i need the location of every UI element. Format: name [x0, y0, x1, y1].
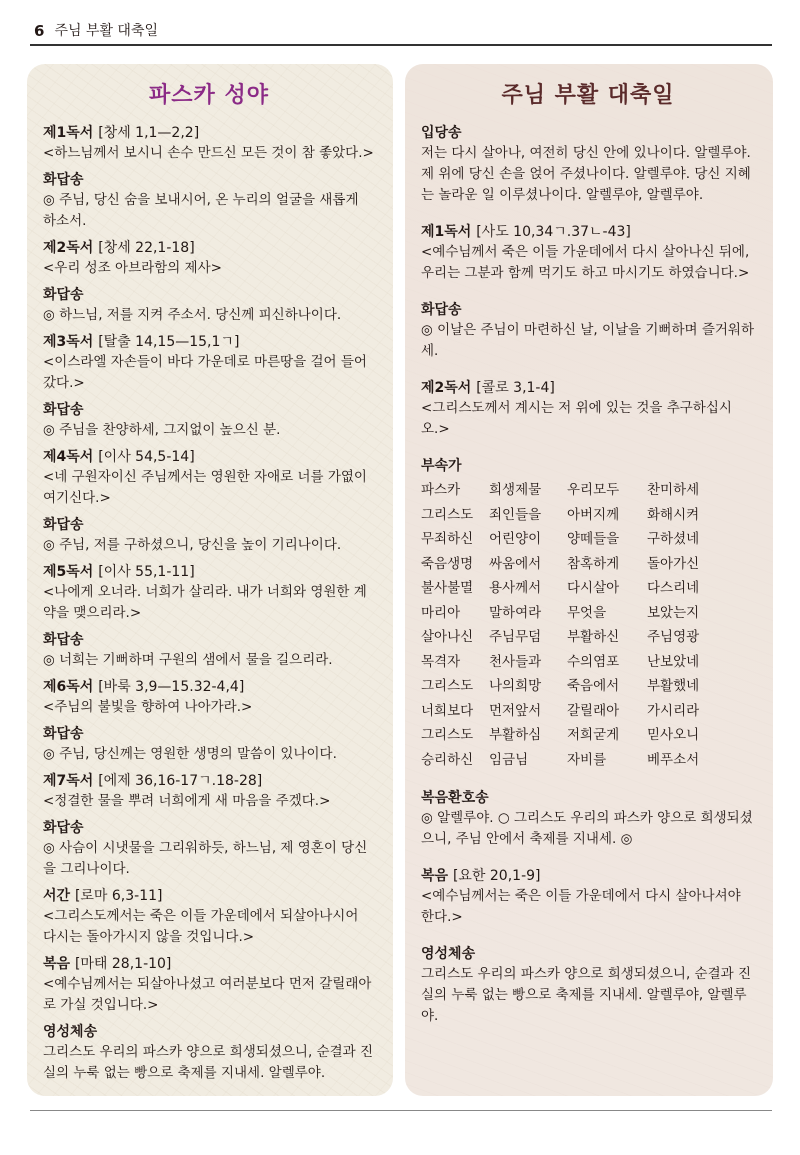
- sequence-word: 자비를: [567, 751, 607, 768]
- sequence-word: 그리스도: [421, 506, 474, 523]
- vigil-section: [43, 447, 375, 509]
- sequence-word: 베푸소서: [647, 751, 700, 768]
- easter-sunday-title: 주님 부활 대축일: [501, 83, 675, 108]
- vigil-section-heading: 화답송: [43, 632, 84, 648]
- vigil-section-text: ◎ 하느님, 저를 지켜 주소서. 당신께 피신하나이다.: [43, 307, 342, 323]
- vigil-section-text: ◎ 주님, 저를 구하셨으니, 당신을 높이 기리나이다.: [43, 537, 342, 553]
- vigil-section: [43, 724, 375, 765]
- sequence-word: 다스리네: [647, 580, 700, 596]
- sequence-word: 살아나신: [421, 629, 474, 645]
- sequence-word: 무엇을: [567, 604, 607, 621]
- sequence-word: 나의희망: [489, 678, 542, 694]
- sequence-word: 불사불멸: [421, 580, 474, 596]
- vigil-section-heading: 화답송: [43, 820, 84, 836]
- sequence-word: 마리아: [421, 604, 461, 621]
- vigil-section: [43, 238, 375, 279]
- footer-divider: [30, 1110, 772, 1111]
- acclamation-heading: 복음환호송: [421, 790, 489, 806]
- sequence-word: 승리하신: [421, 751, 474, 768]
- sequence-word: 구하셨네: [647, 531, 700, 547]
- vigil-section-text: 그리스도 우리의 파스카 양으로 희생되셨으니, 순결과 진실의 누룩 없는 빵으로 축제를 지내세. 알렐루야.: [43, 1044, 373, 1081]
- entrance-antiphon-text: 저는 다시 살아나, 여전히 당신 안에 있나이다. 알렐루야. 제 위에 당신 손을 얹어 주셨나이다. 알렐루야. 당신 지혜는 놀라운 일 이루셨나이다. 알렐루야, 알렐루야.: [421, 145, 751, 203]
- sequence-word: 보았는지: [647, 604, 700, 621]
- first-reading-summary: <예수님께서 죽은 이들 가운데에서 다시 살아나신 뒤에, 우리는 그분과 함께 먹기도 하고 마시기도 하였습니다.>: [421, 244, 750, 281]
- psalm-response: ◎ 이날은 주님이 마련하신 날, 이날을 기뻐하며 즐거워하세.: [421, 322, 755, 359]
- page-number: 6: [34, 22, 45, 40]
- vigil-section-text: <하느님께서 보시니 손수 만드신 모든 것이 참 좋았다.>: [43, 145, 374, 161]
- vigil-section-heading: 복음 [마태 28,1-10]: [43, 956, 172, 972]
- gospel-acclamation: [421, 788, 755, 850]
- sequence-word: 너희보다: [421, 702, 474, 719]
- sequence-word: 난보았네: [647, 653, 700, 670]
- first-reading: [421, 222, 755, 284]
- sequence-word: 희생제물: [489, 482, 542, 498]
- gospel-summary: <예수님께서는 죽은 이들 가운데에서 다시 살아나셔야 한다.>: [421, 888, 741, 925]
- sequence-word: 죽음에서: [567, 678, 620, 694]
- vigil-section-heading: 제2독서 [창세 22,1-18]: [43, 240, 195, 256]
- entrance-antiphon: [421, 123, 755, 206]
- sequence-word: 부활하심: [489, 727, 542, 743]
- vigil-section-heading: 제5독서 [이사 55,1-11]: [43, 564, 195, 580]
- entrance-antiphon-heading: 입당송: [421, 125, 462, 141]
- communion-text: 그리스도 우리의 파스카 양으로 희생되셨으니, 순결과 진실의 누룩 없는 빵으로 축제를 지내세. 알렐루야, 알렐루야.: [421, 966, 751, 1024]
- easter-vigil-readings: [43, 123, 375, 1084]
- vigil-section-text: ◎ 주님, 당신 숨을 보내시어, 온 누리의 얼굴을 새롭게 하소서.: [43, 192, 359, 229]
- psalm-heading: 화답송: [421, 302, 462, 318]
- vigil-section-heading: 화답송: [43, 172, 84, 188]
- vigil-section-text: <우리 성조 아브라함의 제사>: [43, 260, 222, 276]
- vigil-section-text: <주님의 불빛을 향하여 나아가라.>: [43, 699, 253, 715]
- vigil-section: [43, 1022, 375, 1084]
- sequence-word: 싸움에서: [489, 555, 542, 572]
- vigil-section-text: <그리스도께서는 죽은 이들 가운데에서 되살아나시어 다시는 돌아가시지 않을 것입니다.>: [43, 908, 359, 945]
- sequence-word: 저희굳게: [567, 727, 620, 743]
- sequence-word: 다시살아: [567, 580, 620, 596]
- sequence-word: 아버지께: [567, 506, 620, 523]
- sequence-word: 수의염포: [567, 653, 620, 670]
- sequence-word: 어린양이: [489, 531, 542, 547]
- gospel-heading: 복음 [요한 20,1-9]: [421, 868, 541, 884]
- sequence-word: 우리모두: [567, 482, 620, 498]
- sequence-word: 용사께서: [489, 580, 542, 596]
- sequence-word: 주님무덤: [489, 629, 542, 645]
- second-reading-summary: <그리스도께서 계시는 저 위에 있는 것을 추구하십시오.>: [421, 400, 732, 437]
- responsorial-psalm: [421, 300, 755, 362]
- first-reading-heading: 제1독서 [사도 10,34ㄱ.37ㄴ-43]: [421, 224, 631, 240]
- vigil-section-heading: 제6독서 [바룩 3,9—15.32-4,4]: [43, 679, 245, 695]
- vigil-section: [43, 332, 375, 394]
- gospel: [421, 866, 755, 928]
- sequence-word: 말하여라: [489, 604, 542, 621]
- vigil-section: [43, 886, 375, 948]
- sequence-word: 그리스도: [421, 678, 474, 694]
- vigil-section-heading: 화답송: [43, 287, 84, 303]
- vigil-section: [43, 285, 375, 326]
- sequence-word: 돌아가신: [647, 555, 700, 572]
- vigil-section-text: <예수님께서는 되살아나셨고 여러분보다 먼저 갈릴래아로 가실 것입니다.>: [43, 976, 372, 1013]
- vigil-section-text: <정결한 물을 뿌려 너희에게 새 마음을 주겠다.>: [43, 793, 331, 809]
- page-header: [30, 20, 772, 46]
- vigil-section: [43, 400, 375, 441]
- vigil-section-heading: 영성체송: [43, 1024, 98, 1040]
- vigil-section-heading: 화답송: [43, 402, 84, 418]
- vigil-section: [43, 562, 375, 624]
- vigil-section: [43, 630, 375, 671]
- vigil-section-text: <네 구원자이신 주님께서는 영원한 자애로 너를 가엾이 여기신다.>: [43, 469, 367, 506]
- vigil-section-heading: 제3독서 [탈출 14,15—15,1ㄱ]: [43, 334, 240, 350]
- sequence-word: 무죄하신: [421, 531, 474, 547]
- sequence-word: 천사들과: [489, 653, 542, 670]
- easter-vigil-title: 파스카 성야: [149, 83, 269, 108]
- vigil-section: [43, 771, 375, 812]
- sequence-word: 임금님: [489, 751, 529, 768]
- sequence-word: 파스카: [421, 482, 461, 498]
- vigil-section-heading: 화답송: [43, 517, 84, 533]
- vigil-section: [43, 170, 375, 232]
- sequence-word: 화해시켜: [647, 506, 700, 523]
- vigil-section-heading: 화답송: [43, 726, 84, 742]
- sequence-word: 주님영광: [647, 629, 700, 645]
- vigil-section-text: ◎ 너희는 기뻐하며 구원의 샘에서 물을 길으리라.: [43, 652, 333, 668]
- vigil-section-text: <나에게 오너라. 너희가 살리라. 내가 너희와 영원한 계약을 맺으리라.>: [43, 584, 367, 621]
- vigil-section-text: ◎ 주님을 찬양하세, 그지없이 높으신 분.: [43, 422, 281, 438]
- vigil-section: [43, 954, 375, 1016]
- communion-antiphon: [421, 944, 755, 1027]
- vigil-section: [43, 818, 375, 880]
- acclamation-text: ◎ 알렐루야. ○ 그리스도 우리의 파스카 양으로 희생되셨으니, 주님 안에서 축제를 지내세. ◎: [421, 810, 753, 847]
- sequence-heading: 부속가: [421, 458, 462, 474]
- sequence-hymn-grid: [421, 478, 755, 772]
- vigil-section-heading: 제4독서 [이사 54,5-14]: [43, 449, 195, 465]
- vigil-section-text: <이스라엘 자손들이 바다 가운데로 마른땅을 걸어 들어갔다.>: [43, 354, 367, 391]
- vigil-section-heading: 제1독서 [창세 1,1—2,2]: [43, 125, 200, 141]
- sequence-word: 믿사오니: [647, 727, 700, 743]
- second-reading: [421, 378, 755, 440]
- sequence-word: 참혹하게: [567, 555, 620, 572]
- sequence-word: 부활하신: [567, 629, 620, 645]
- sequence-word: 부활했네: [647, 678, 700, 694]
- sequence-word: 죄인들을: [489, 506, 542, 523]
- sequence-word: 죽음생명: [421, 555, 474, 572]
- vigil-section-text: ◎ 주님, 당신께는 영원한 생명의 말씀이 있나이다.: [43, 746, 337, 762]
- sequence-word: 목격자: [421, 653, 461, 670]
- vigil-section-heading: 제7독서 [에제 36,16-17ㄱ.18-28]: [43, 773, 263, 789]
- vigil-section: [43, 515, 375, 556]
- sequence-word: 찬미하세: [647, 482, 700, 498]
- second-reading-heading: 제2독서 [콜로 3,1-4]: [421, 380, 555, 396]
- vigil-section: [43, 123, 375, 164]
- sequence-word: 가시리라: [647, 702, 700, 719]
- header-title: 주님 부활 대축일: [54, 23, 159, 39]
- sequence-word: 양떼들을: [567, 531, 620, 547]
- vigil-section-heading: 서간 [로마 6,3-11]: [43, 888, 163, 904]
- vigil-section-text: ◎ 사슴이 시냇물을 그리워하듯, 하느님, 제 영혼이 당신을 그리나이다.: [43, 840, 368, 877]
- sequence-word: 그리스도: [421, 727, 474, 743]
- sequence-word: 먼저앞서: [489, 702, 542, 719]
- communion-heading: 영성체송: [421, 946, 476, 962]
- easter-vigil-panel: [27, 64, 393, 1096]
- sequence-word: 갈릴래아: [567, 702, 620, 719]
- easter-sunday-panel: [405, 64, 773, 1096]
- vigil-section: [43, 677, 375, 718]
- sequence: [421, 456, 755, 772]
